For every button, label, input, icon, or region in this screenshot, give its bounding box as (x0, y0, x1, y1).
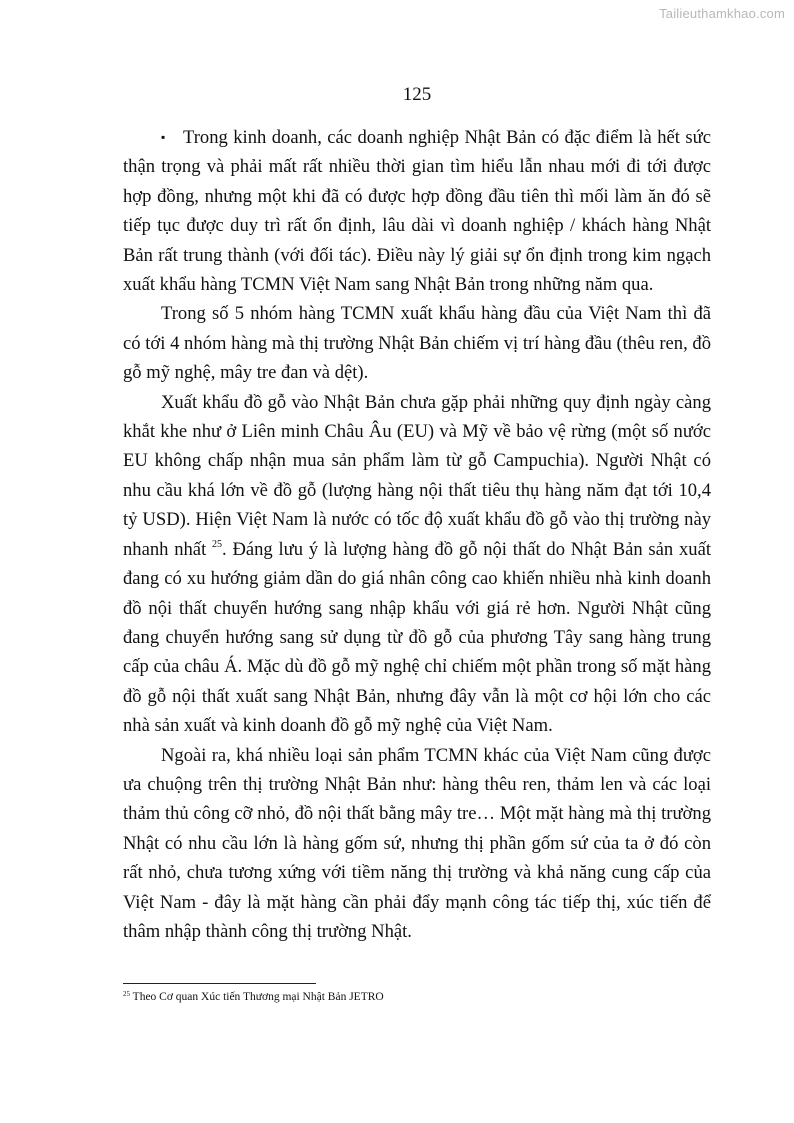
body-text (123, 123, 711, 946)
paragraph-3-text-before: Xuất khẩu đồ gỗ vào Nhật Bản chưa gặp phải những quy định ngày càng khắt khe như ở Liên minh Châu Âu (EU) và Mỹ về bảo vệ rừng (một số nước EU không chấp nhận mua sản phẩm làm từ gỗ Campuchia). Người Nhật có nhu cầu khá lớn về đồ gỗ (lượng hàng nội thất tiêu thụ hàng năm đạt tới 10,4 tỷ USD). Hiện Việt Nam là nước có tốc độ xuất khẩu đồ gỗ vào thị trường này nhanh nhất (123, 391, 711, 560)
footnote-number: 25 (123, 990, 130, 998)
paragraph-4-text: Ngoài ra, khá nhiều loại sản phẩm TCMN khác của Việt Nam cũng được ưa chuộng trên thị trường Nhật Bản như: hàng thêu ren, thảm len và các loại thảm thủ công cỡ nhỏ, đồ nội thất bằng mây tre… Một mặt hàng mà thị trường Nhật có nhu cầu lớn là hàng gốm sứ, nhưng thị phần gốm sứ của ta ở đó còn rất nhỏ, chưa tương xứng với tiềm năng thị trường và khả năng cung cấp của Việt Nam - đây là mặt hàng cần phải đẩy mạnh công tác tiếp thị, xúc tiến để thâm nhập thành công thị trường Nhật. (123, 744, 711, 942)
footnote-reference[interactable]: 25 (212, 538, 223, 550)
footnote (123, 990, 711, 1005)
paragraph-3-text-after: . Đáng lưu ý là lượng hàng đồ gỗ nội thất do Nhật Bản sản xuất đang có xu hướng giảm dần do giá nhân công cao khiến nhiều nhà kinh doanh đồ nội thất chuyển hướng sang nhập khẩu với giá rẻ hơn. Người Nhật cũng đang chuyển hướng sang sử dụng từ đồ gỗ của phương Tây sang hàng trung cấp của châu Á. Mặc dù đồ gỗ mỹ nghệ chỉ chiếm một phần trong số mặt hàng đồ gỗ nội thất xuất sang Nhật Bản, nhưng đây vẫn là một cơ hội lớn cho các nhà sản xuất và kinh doanh đồ gỗ mỹ nghệ của Việt Nam. (123, 538, 711, 737)
paragraph-3 (123, 388, 711, 741)
bullet-icon: ▪ (161, 130, 166, 144)
paragraph-4 (123, 741, 711, 947)
paragraph-2 (123, 299, 711, 387)
watermark: Tailieuthamkhao.com (659, 6, 785, 21)
paragraph-2-text: Trong số 5 nhóm hàng TCMN xuất khẩu hàng đầu của Việt Nam thì đã có tới 4 nhóm hàng mà thị trường Nhật Bản chiếm vị trí hàng đầu (thêu ren, đồ gỗ mỹ nghệ, mây tre đan và dệt). (123, 303, 711, 384)
footnote-text: Theo Cơ quan Xúc tiến Thương mại Nhật Bản JETRO (132, 991, 384, 1003)
paragraph-1 (123, 123, 711, 299)
paragraph-1-text: Trong kinh doanh, các doanh nghiệp Nhật Bản có đặc điểm là hết sức thận trọng và phải mất rất nhiều thời gian tìm hiểu lẫn nhau mới đi tới được hợp đồng, nhưng một khi đã có được hợp đồng đầu tiên thì mối làm ăn đó sẽ tiếp tục được duy trì rất ổn định, lâu dài vì doanh nghiệp / khách hàng Nhật Bản rất trung thành (với đối tác). Điều này lý giải sự ổn định trong kim ngạch xuất khẩu hàng TCMN Việt Nam sang Nhật Bản trong những năm qua. (123, 127, 711, 296)
page-number: 125 (402, 84, 432, 105)
footnote-divider (123, 983, 316, 984)
